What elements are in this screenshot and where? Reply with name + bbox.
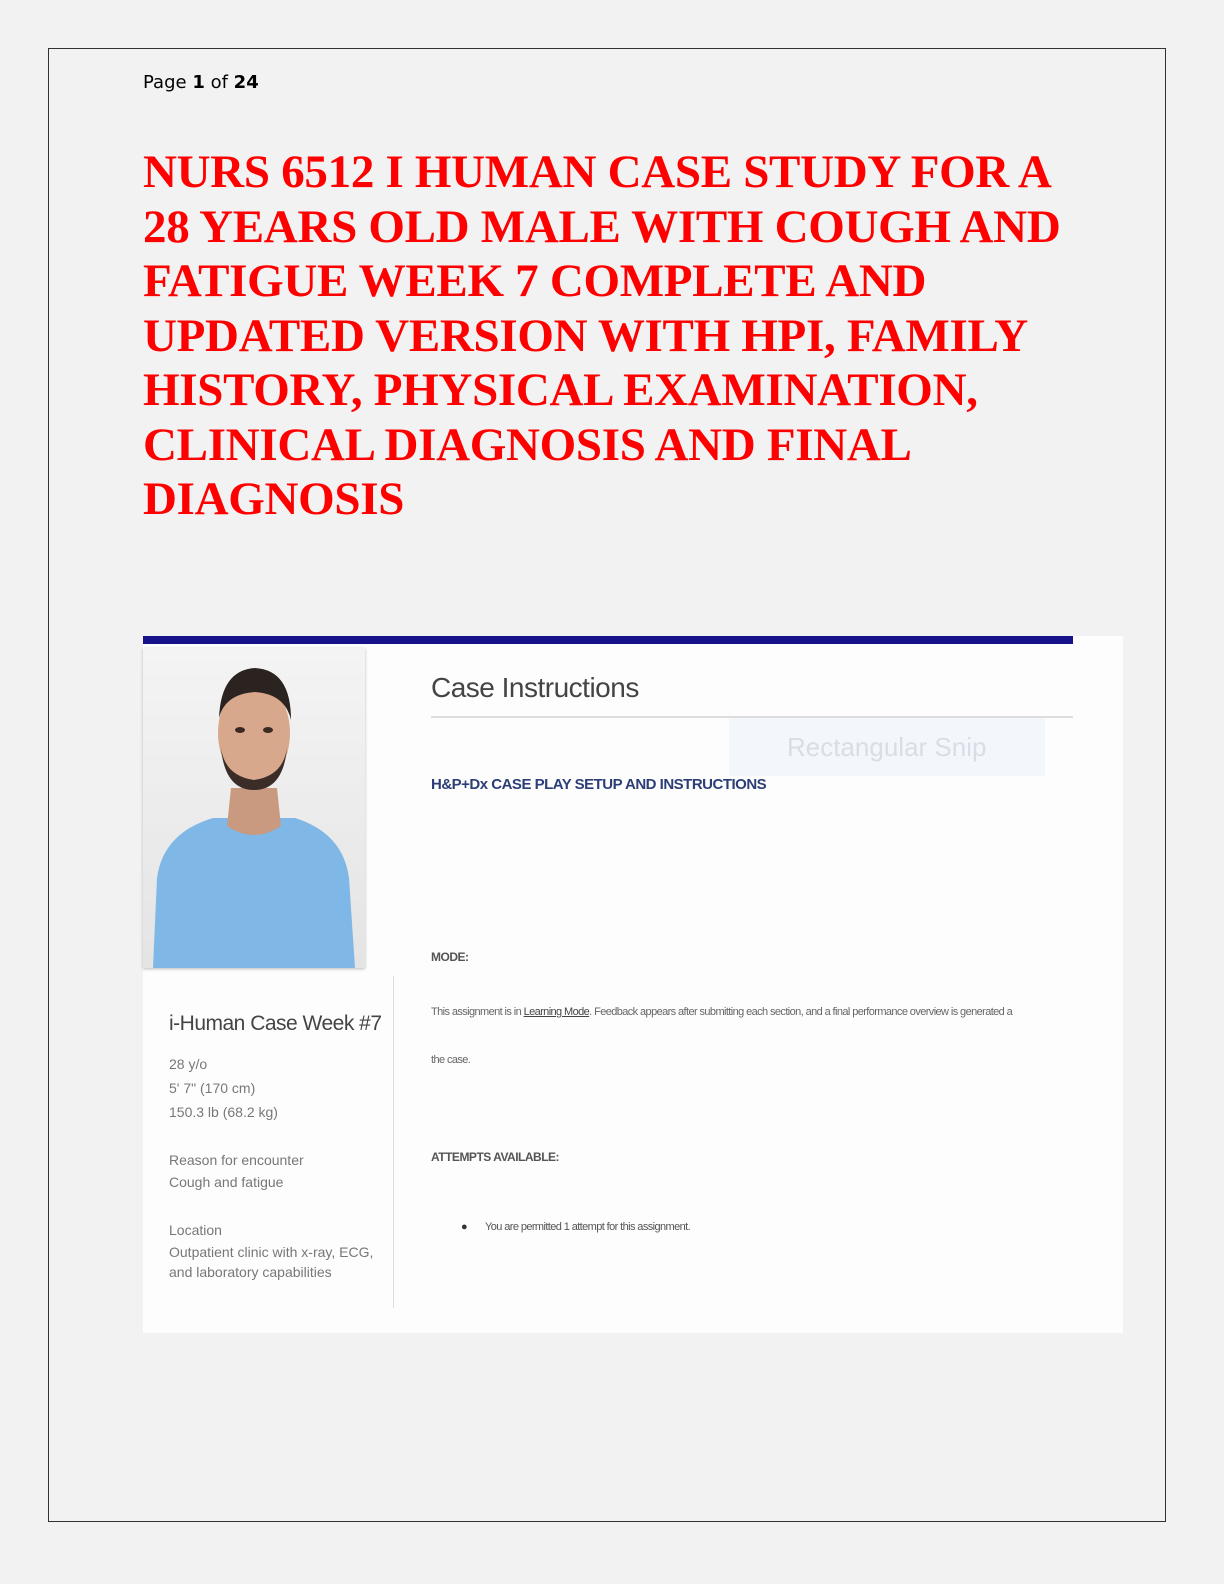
rectangular-snip-overlay: Rectangular Snip <box>729 718 1045 776</box>
case-instructions-panel <box>431 636 1073 1308</box>
mode-text-post: . Feedback appears after submitting each section, and a final performance overview is generated a <box>589 1006 1013 1018</box>
patient-height: 5' 7" (170 cm) <box>169 1080 256 1096</box>
page-label: Page <box>143 72 187 93</box>
learning-mode-link[interactable]: Learning Mode <box>523 1006 590 1018</box>
bullet-icon: ● <box>461 1221 468 1233</box>
page-total: 24 <box>233 72 259 93</box>
attempts-text: You are permitted 1 attempt for this assignment. <box>485 1221 691 1233</box>
mode-text <box>431 1006 1012 1018</box>
page-of-label: of <box>210 72 228 93</box>
page-current: 1 <box>192 72 205 93</box>
case-title: i-Human Case Week #7 <box>169 1012 382 1035</box>
mode-label: MODE: <box>431 950 469 964</box>
location-value: Outpatient clinic with x-ray, ECG, and laboratory capabilities <box>169 1244 374 1280</box>
attempts-label: ATTEMPTS AVAILABLE: <box>431 1150 560 1164</box>
location-label: Location <box>169 1222 222 1238</box>
page-number <box>143 72 259 93</box>
embedded-screenshot <box>143 636 1123 1333</box>
patient-avatar <box>143 648 365 968</box>
reason-label: Reason for encounter <box>169 1152 304 1168</box>
mode-text-pre: This assignment is in <box>431 1006 524 1018</box>
attempts-item <box>461 1221 690 1233</box>
patient-weight: 150.3 lb (68.2 kg) <box>169 1104 278 1120</box>
patient-info-panel <box>143 976 394 1308</box>
setup-subheading: H&P+Dx CASE PLAY SETUP AND INSTRUCTIONS <box>431 776 767 793</box>
instructions-heading: Case Instructions <box>431 672 639 703</box>
mode-text-line2: the case. <box>431 1054 471 1066</box>
patient-age: 28 y/o <box>169 1056 208 1072</box>
reason-value: Cough and fatigue <box>169 1174 284 1190</box>
document-title: NURS 6512 I HUMAN CASE STUDY FOR A 28 YEARS OLD MALE WITH COUGH AND FATIGUE WEEK 7 COMPLETE AND UPDATED VERSION WITH HPI, FAMILY HISTORY, PHYSICAL EXAMINATION, CLINICAL DIAGNOSIS AND FINAL DIAGNOSIS <box>143 146 1061 525</box>
